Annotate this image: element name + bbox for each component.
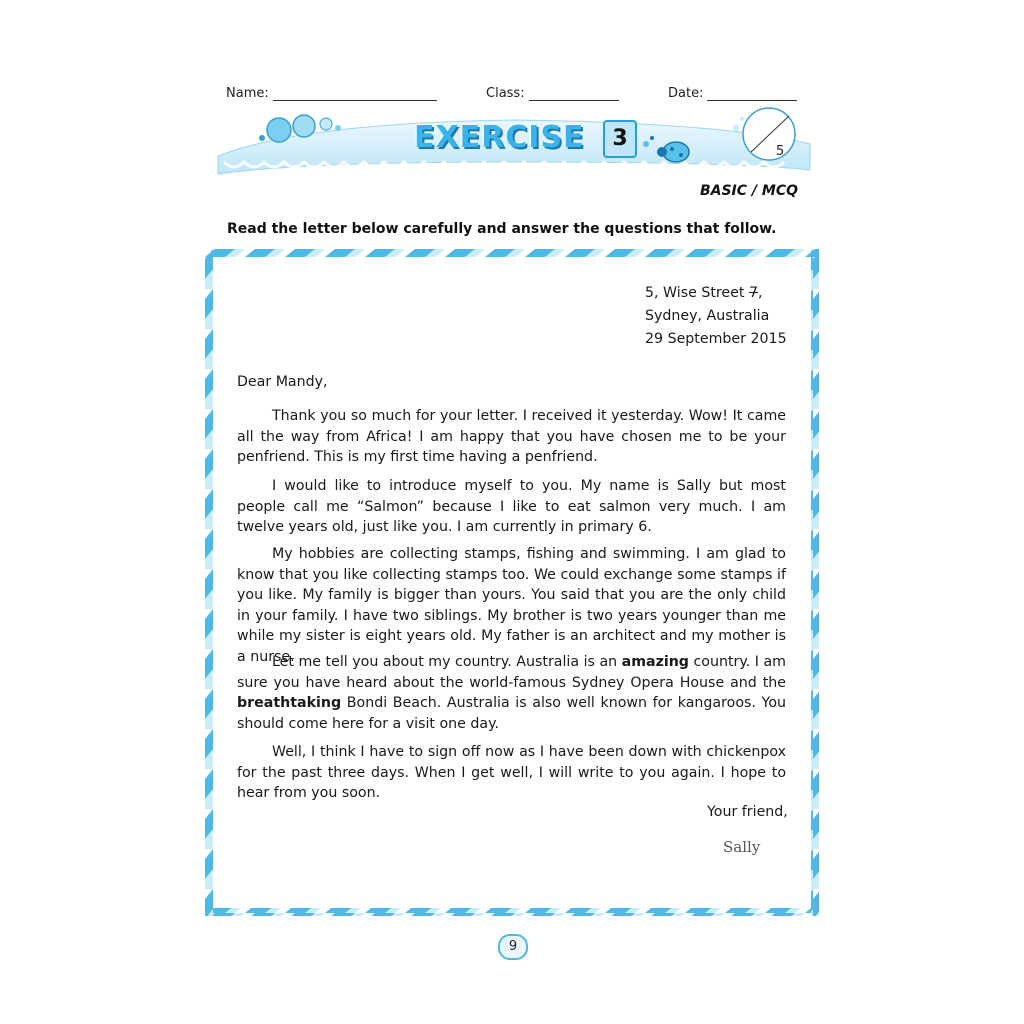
class-line bbox=[529, 88, 619, 101]
level-label: BASIC / MCQ bbox=[699, 183, 798, 199]
page-number: 9 bbox=[498, 934, 528, 960]
date-label: Date: bbox=[668, 86, 704, 101]
paragraph-5: Well, I think I have to sign off now as I have been down with chickenpox for the past three days. When I get well, I will write to you again. I hope to hear from you soon. bbox=[237, 744, 786, 802]
exercise-title: EXERCISE bbox=[414, 120, 585, 155]
address-line-2: Sydney, Australia bbox=[645, 308, 770, 324]
instruction-text: Read the letter below carefully and answer the questions that follow. bbox=[227, 221, 777, 237]
paragraph-4: Let me tell you about my country. Australia is an amazing country. I am sure you have heard about the world-famous Sydney Opera House and the breathtaking Bondi Beach. Australia is also well known for kangaroos. You should come here for a visit one day. bbox=[237, 654, 786, 732]
address-line-1: 5, Wise Street 7, bbox=[645, 285, 763, 301]
name-line bbox=[273, 88, 437, 101]
class-field bbox=[486, 86, 619, 101]
date-field bbox=[668, 86, 797, 101]
date-line bbox=[707, 88, 797, 101]
signature: Sally bbox=[723, 838, 761, 856]
name-label: Name: bbox=[226, 86, 269, 101]
struck-number: 7 bbox=[748, 285, 758, 301]
exercise-number: 3 bbox=[603, 120, 637, 158]
letter-date: 29 September 2015 bbox=[645, 331, 787, 347]
paragraph-3: My hobbies are collecting stamps, fishing and swimming. I am glad to know that you like collecting stamps too. We could exchange some stamps if you like. My family is bigger than yours. You said that you are the only child in your family. I have two siblings. My brother is two years younger than me while my sister is eight years old. My father is an architect and my mother is a nurse. bbox=[237, 546, 786, 665]
score-total: 5 bbox=[776, 144, 785, 159]
class-label: Class: bbox=[486, 86, 525, 101]
paragraph-2: I would like to introduce myself to you. My name is Sally but most people call me “Salmon” because I like to eat salmon very much. I am twelve years old, just like you. I am currently in primary 6. bbox=[237, 478, 786, 536]
bold-word-breathtaking: breathtaking bbox=[237, 695, 342, 712]
bold-word-amazing: amazing bbox=[621, 654, 689, 670]
paragraph-1: Thank you so much for your letter. I received it yesterday. Wow! It came all the way from Africa! I am happy that you have chosen me to be your penfriend. This is my first time having a penfriend. bbox=[237, 408, 786, 466]
sender-address bbox=[645, 282, 787, 351]
salutation: Dear Mandy, bbox=[237, 374, 328, 390]
name-field bbox=[226, 86, 437, 101]
closing: Your friend, bbox=[707, 804, 788, 820]
